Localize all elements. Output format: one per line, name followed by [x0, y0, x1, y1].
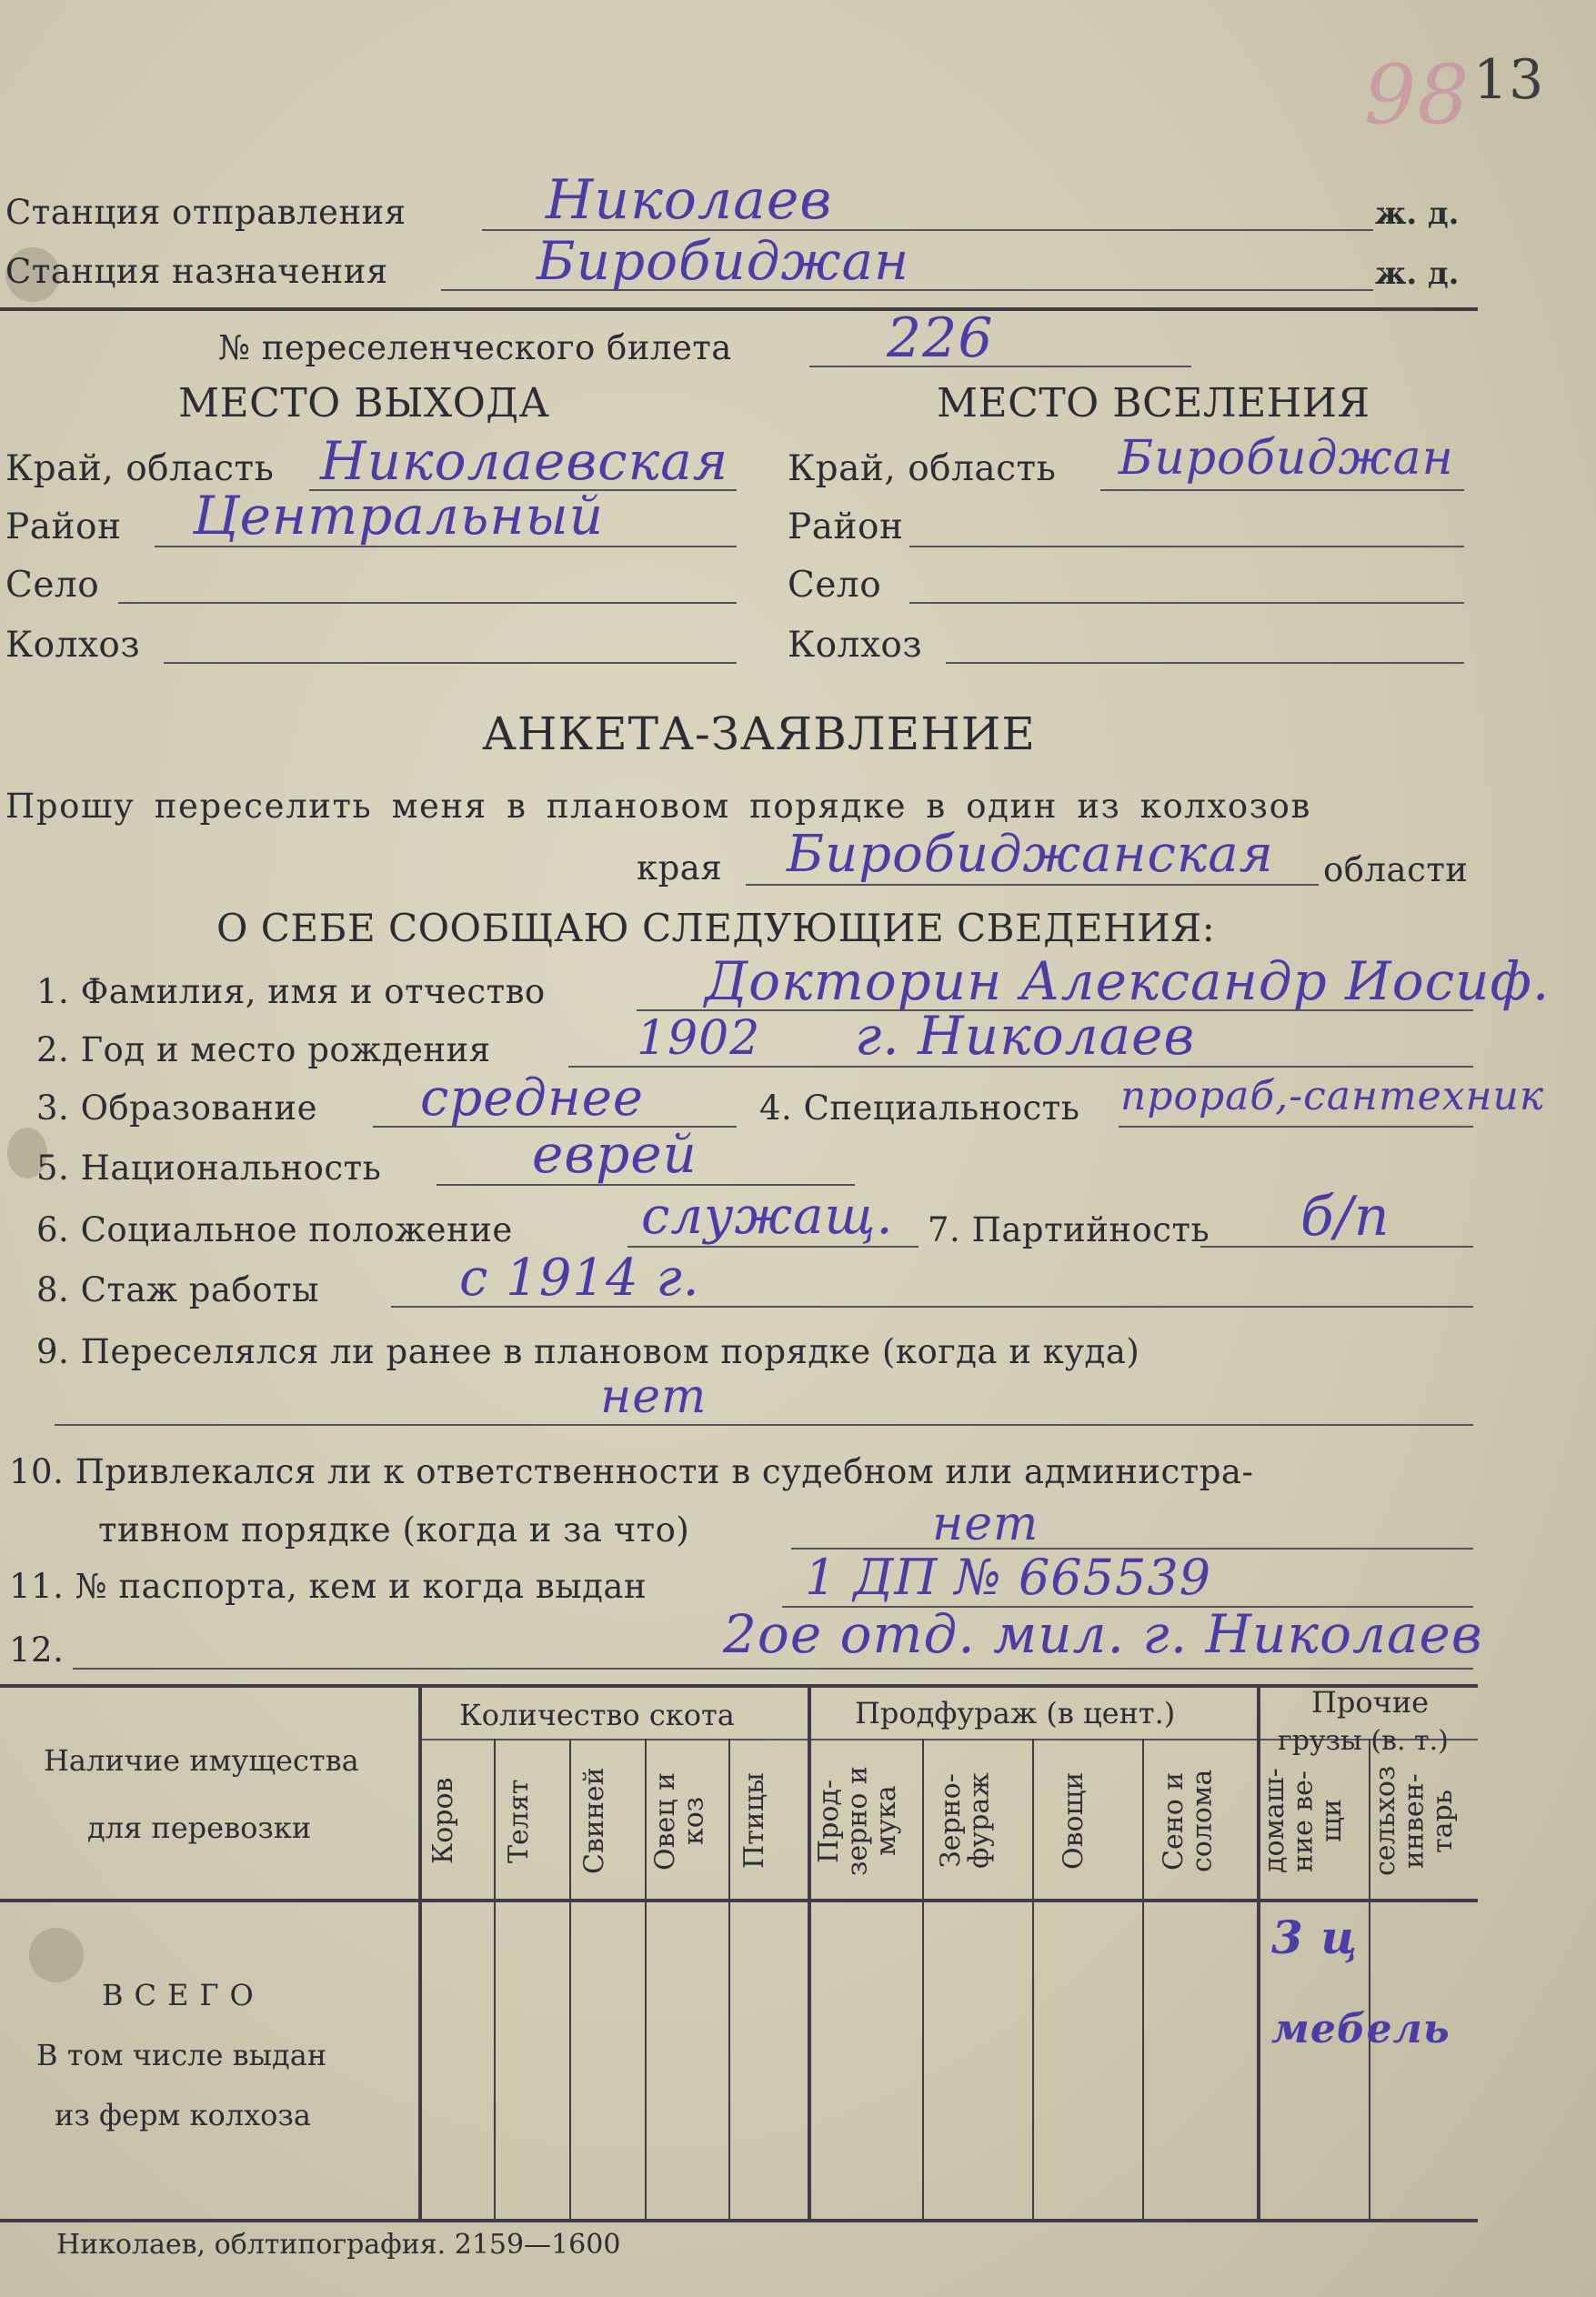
- page-number: 13: [1473, 48, 1545, 112]
- table-col-divider: [569, 1739, 571, 2221]
- q9-label: 9. Переселялся ли ранее в плановом порядке (когда и куда): [36, 1332, 1140, 1371]
- origin-region-value: Николаевская: [320, 430, 729, 492]
- print-footer: Николаев, облтипография. 2159—1600: [56, 2229, 621, 2261]
- request-oblast-label: области: [1323, 850, 1469, 889]
- origin-heading: МЕСТО ВЫХОДА: [178, 380, 550, 426]
- q9-value: нет: [600, 1369, 708, 1424]
- origin-kolkhoz-line: [164, 662, 737, 664]
- request-region-value: Биробиджанская: [787, 825, 1274, 884]
- q10-label-line2: тивном порядке (когда и за что): [98, 1510, 690, 1550]
- q12-label: 12.: [9, 1630, 65, 1670]
- table-row-header-line1: Наличие имущества: [44, 1743, 359, 1778]
- settlement-district-label: Район: [788, 507, 904, 547]
- col-vegetables-header: Овощи: [1058, 1771, 1089, 1871]
- q10-label-line1: 10. Привлекался ли к ответственности в судебном или администра-: [9, 1452, 1254, 1491]
- q2-year: 1902: [637, 1011, 761, 1066]
- table-col-divider: [494, 1739, 496, 2221]
- q1-label: 1. Фамилия, имя и отчество: [36, 972, 546, 1011]
- ticket-label: № переселенческого билета: [218, 328, 732, 367]
- ticket-line: [809, 366, 1191, 367]
- origin-region-label: Край, область: [5, 448, 275, 489]
- q7-label: 7. Партийность: [928, 1210, 1210, 1249]
- q6-value: служащ.: [641, 1187, 894, 1246]
- table-col-divider: [1032, 1739, 1034, 2221]
- q8-value: с 1914 г.: [459, 1249, 700, 1308]
- col-calves-header: Телят: [503, 1779, 535, 1863]
- request-kraya-label: края: [637, 848, 723, 888]
- settlement-kolkhoz-line: [946, 662, 1464, 664]
- q11-label: 11. № паспорта, кем и когда выдан: [9, 1567, 647, 1606]
- q4-value: прораб,-сантехник: [1120, 1073, 1545, 1119]
- settlement-district-line: [909, 546, 1464, 547]
- table-col-divider: [922, 1739, 924, 2221]
- q5-value: еврей: [532, 1123, 698, 1185]
- q2-line: [568, 1066, 1473, 1068]
- origin-district-line: [155, 546, 737, 547]
- table-total-label: ВСЕГО: [102, 1978, 265, 2012]
- q4-label: 4. Специальность: [759, 1088, 1080, 1128]
- q11-value: 1 ДП № 665539: [805, 1549, 1212, 1606]
- q2-place: г. Николаев: [855, 1005, 1196, 1067]
- origin-village-line: [118, 602, 737, 604]
- q1-value: Докторин Александр Иосиф.: [705, 950, 1551, 1012]
- table-col-divider: [645, 1739, 647, 2221]
- section-divider: [0, 307, 1478, 311]
- ticket-value: 226: [887, 306, 994, 370]
- request-line: Прошу переселить меня в плановом порядке в один из колхозов: [5, 787, 1311, 826]
- q6-label: 6. Социальное положение: [36, 1210, 513, 1249]
- settlement-region-line: [1100, 489, 1464, 491]
- household-value-line1: 3 ц: [1271, 1911, 1359, 1964]
- group-fodder-header: Продфураж (в цент.): [855, 1696, 1176, 1730]
- col-farm-tools-header: сельхоз инвен- тарь: [1370, 1765, 1459, 1877]
- col-hay-header: Сено и солома: [1158, 1769, 1219, 1873]
- request-region-line: [746, 884, 1319, 886]
- destination-station-value: Биробиджан: [537, 230, 910, 292]
- q7-line: [1200, 1246, 1473, 1248]
- destination-suffix: ж. д.: [1375, 256, 1460, 292]
- col-household-header: домаш- ние ве- щи: [1259, 1768, 1348, 1874]
- q8-line: [391, 1306, 1473, 1308]
- household-value-line2: мебель: [1271, 2006, 1450, 2052]
- table-col-divider: [1142, 1739, 1144, 2221]
- col-forage-header: Зерно- фураж: [935, 1772, 996, 1870]
- col-cows-header: Коров: [427, 1777, 459, 1865]
- departure-station-value: Николаев: [546, 168, 833, 232]
- group-other-header-line1: Прочие: [1311, 1685, 1430, 1720]
- table-bottom-border: [0, 2219, 1478, 2222]
- group-other-header-line2: грузы (в. т.): [1278, 1725, 1449, 1757]
- table-col-divider: [728, 1739, 730, 2221]
- q3-value: среднее: [420, 1068, 645, 1128]
- q3-label: 3. Образование: [36, 1088, 317, 1128]
- table-including-line1: В том числе выдан: [36, 2038, 327, 2072]
- q6-line: [627, 1246, 918, 1248]
- departure-suffix: ж. д.: [1375, 196, 1460, 232]
- group-livestock-header: Количество скота: [459, 1698, 735, 1732]
- table-row-header-line2: для перевозки: [87, 1811, 312, 1845]
- origin-district-value: Центральный: [193, 485, 605, 547]
- table-col-divider: [418, 1684, 422, 2221]
- q10-value: нет: [932, 1497, 1039, 1551]
- destination-station-line: [441, 289, 1373, 291]
- origin-district-label: Район: [5, 507, 122, 547]
- info-heading: О СЕБЕ СООБЩАЮ СЛЕДУЮЩИЕ СВЕДЕНИЯ:: [216, 906, 1216, 950]
- form-title: АНКЕТА-ЗАЯВЛЕНИЕ: [482, 707, 1036, 760]
- q5-line: [437, 1184, 855, 1186]
- table-col-divider: [808, 1684, 811, 2221]
- q8-label: 8. Стаж работы: [36, 1270, 319, 1309]
- settlement-kolkhoz-label: Колхоз: [788, 625, 923, 666]
- origin-village-label: Село: [5, 565, 100, 606]
- col-sheep-header: Овец и коз: [649, 1771, 710, 1871]
- q5-label: 5. Национальность: [36, 1148, 382, 1188]
- col-grain-header: Прод- зерно и мука: [813, 1766, 902, 1876]
- table-including-line2: из ферм колхоза: [55, 2098, 311, 2132]
- q12-line: [73, 1668, 1473, 1670]
- q7-value: б/п: [1300, 1185, 1390, 1249]
- col-birds-header: Птицы: [738, 1772, 770, 1870]
- settlement-heading: МЕСТО ВСЕЛЕНИЯ: [937, 380, 1370, 426]
- settlement-region-label: Край, область: [788, 448, 1057, 489]
- q4-line: [1119, 1126, 1473, 1128]
- archive-mark: 98: [1364, 47, 1471, 143]
- destination-station-label: Станция назначения: [5, 252, 388, 291]
- q2-label: 2. Год и место рождения: [36, 1030, 491, 1069]
- col-pigs-header: Свиней: [578, 1767, 610, 1875]
- departure-station-label: Станция отправления: [5, 193, 407, 232]
- paper-wear-mark: [29, 1928, 84, 1982]
- settlement-village-line: [909, 602, 1464, 604]
- q9-line: [55, 1424, 1473, 1426]
- settlement-village-label: Село: [788, 565, 882, 606]
- origin-kolkhoz-label: Колхоз: [5, 625, 141, 666]
- q12-value: 2ое отд. мил. г. Николаев: [723, 1603, 1483, 1665]
- settlement-region-value: Биробиджан: [1119, 431, 1454, 486]
